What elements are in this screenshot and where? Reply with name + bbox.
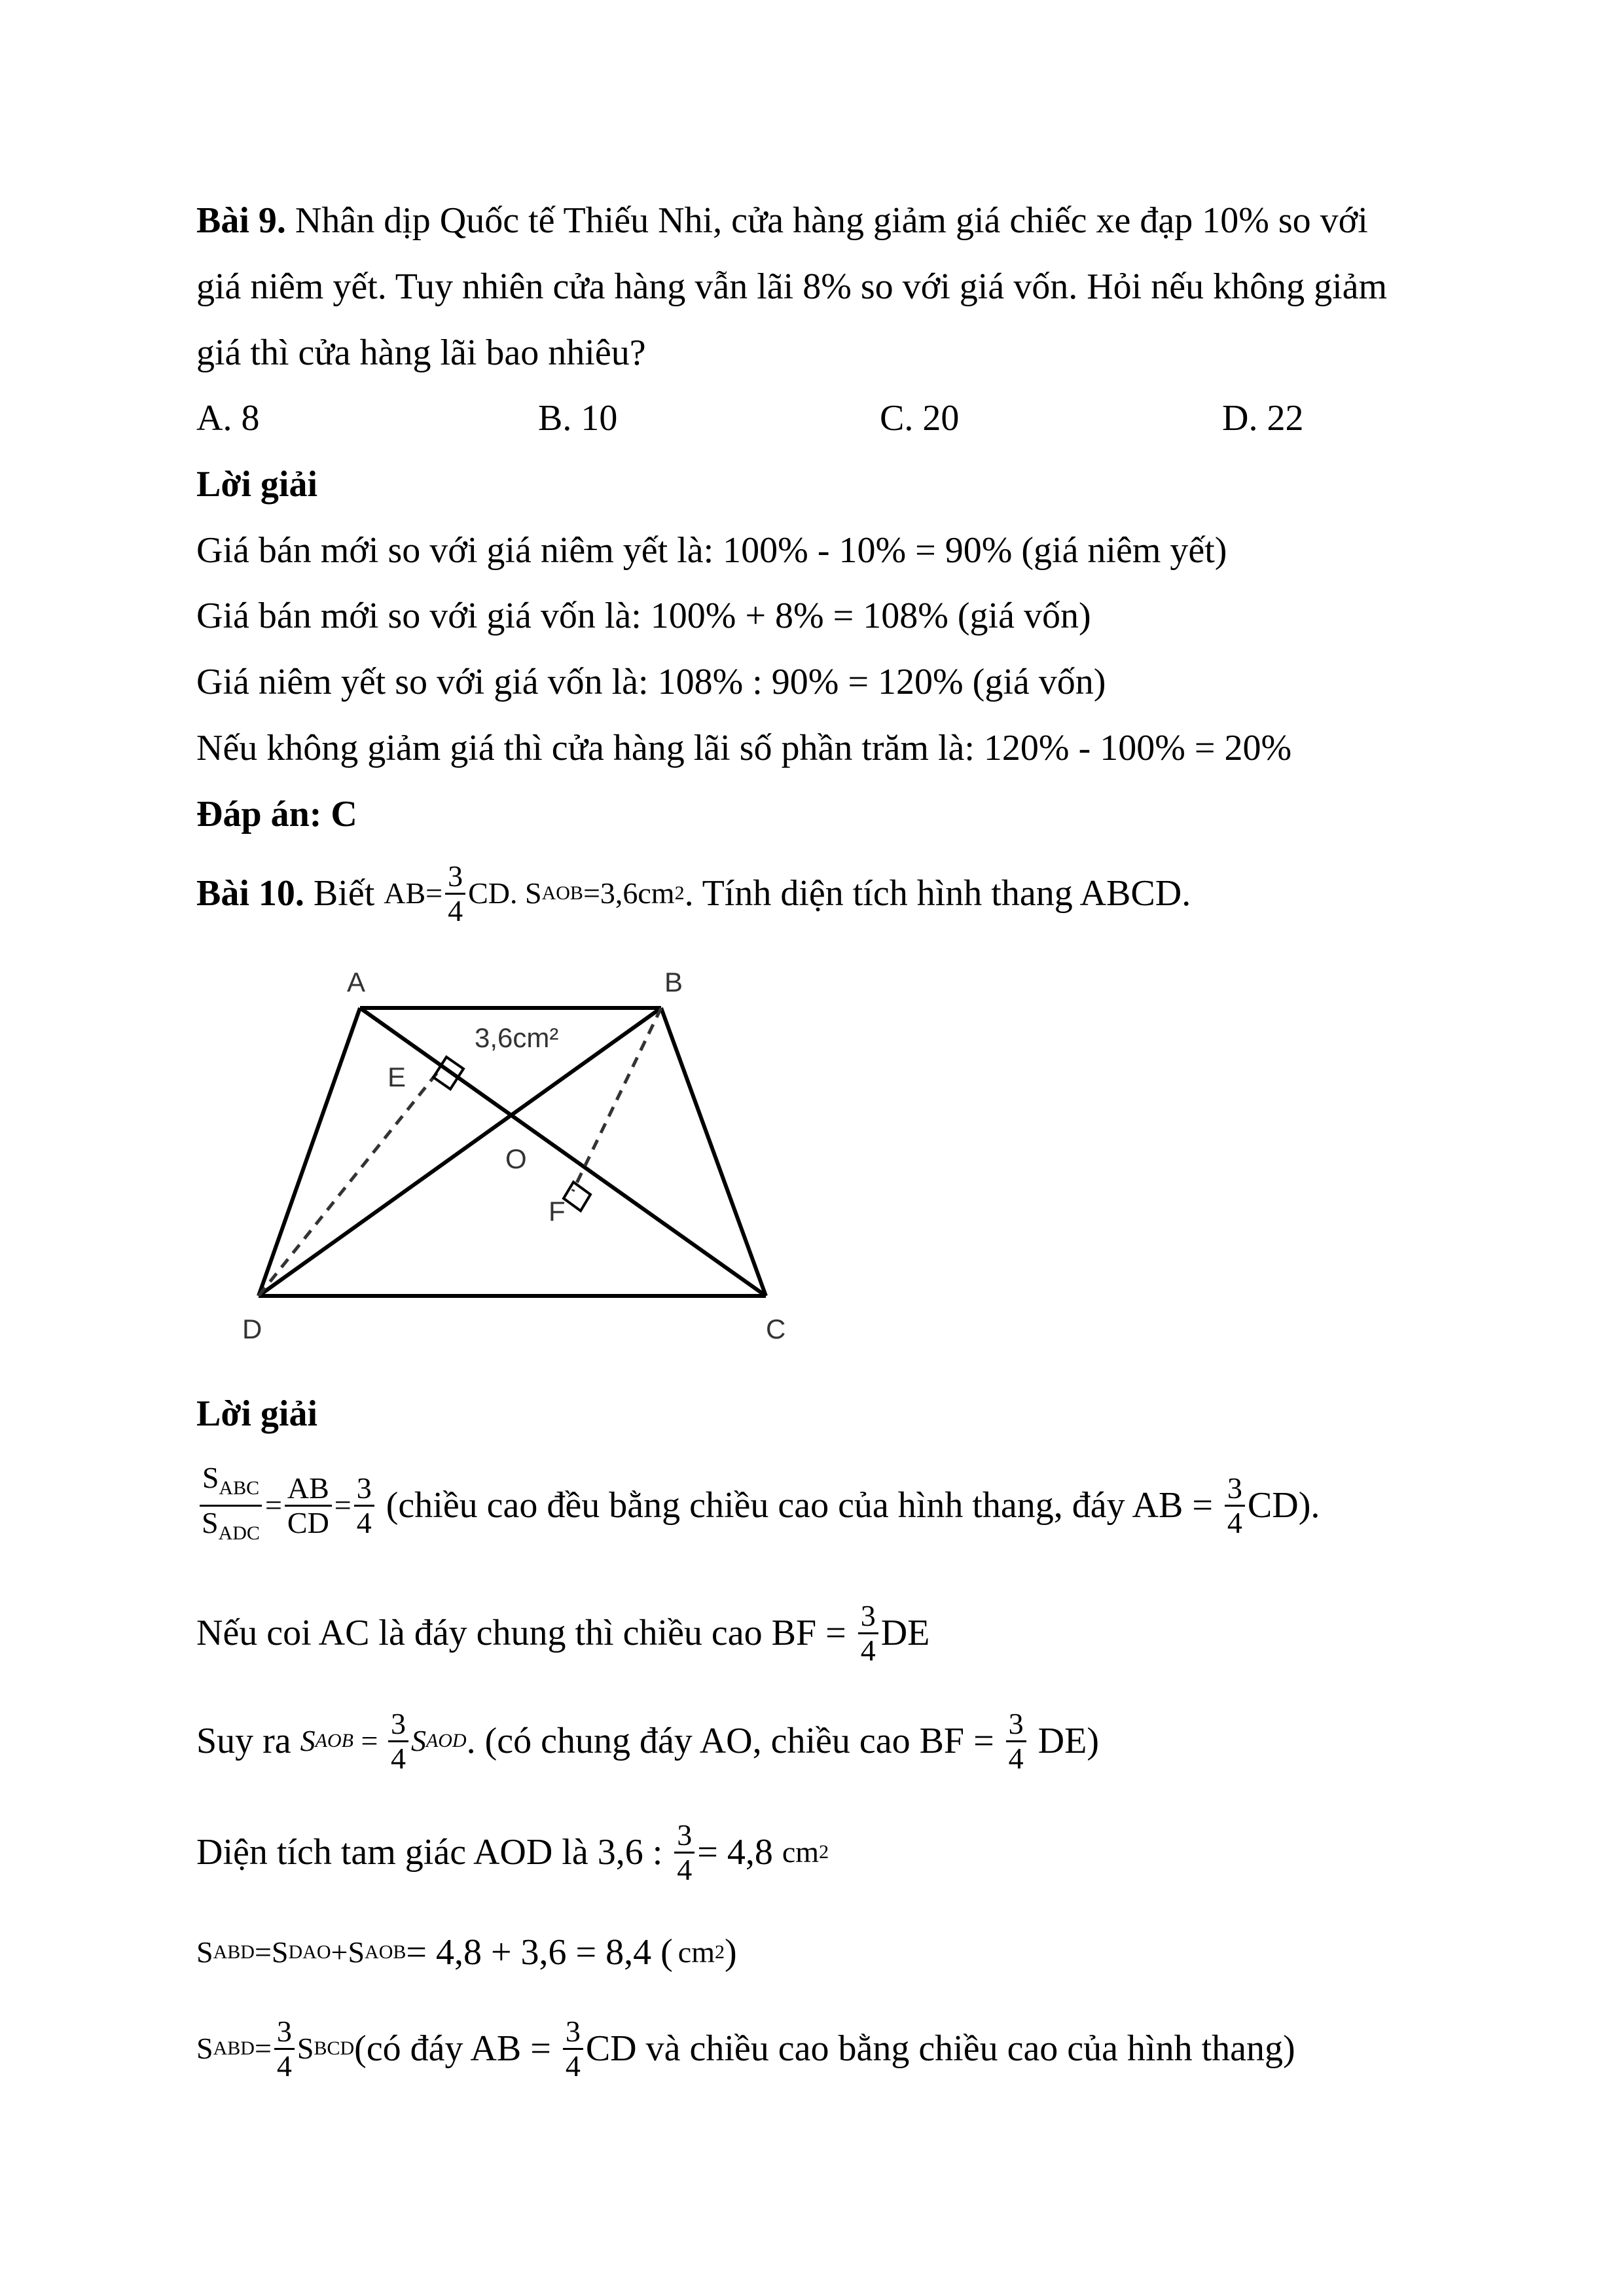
bai10-sub-aob: AOB bbox=[541, 882, 583, 904]
line3-pre: Suy ra bbox=[196, 1721, 300, 1761]
sub-abd: ABD bbox=[213, 2037, 255, 2059]
plus-sign: + bbox=[331, 1935, 348, 1969]
bai10-sol-line4 bbox=[196, 1803, 829, 1901]
label-f: F bbox=[549, 1196, 566, 1227]
line4-pre: Diện tích tam giác AOD là 3,6 : bbox=[196, 1832, 672, 1873]
s-symbol: S bbox=[297, 2032, 314, 2065]
bai10-sol-line2 bbox=[196, 1584, 929, 1682]
fraction-denominator: 4 bbox=[390, 1741, 406, 1775]
fraction-denominator: 4 bbox=[565, 2049, 581, 2083]
s-symbol: S bbox=[202, 1460, 219, 1494]
sub-aod: AOD bbox=[425, 1730, 467, 1751]
option-c: C. 20 bbox=[880, 398, 960, 439]
fraction-denominator: 4 bbox=[1008, 1741, 1024, 1775]
s-symbol: S bbox=[271, 1935, 289, 1969]
fraction-numerator: 3 bbox=[858, 1600, 878, 1634]
label-o: O bbox=[505, 1143, 527, 1174]
label-c: C bbox=[766, 1314, 786, 1344]
sub-aob: AOB bbox=[365, 1941, 406, 1963]
bai10-sup2: 2 bbox=[674, 882, 685, 904]
fraction-ab-cd bbox=[285, 1472, 332, 1539]
bai10-intro-pre: Biết bbox=[304, 873, 384, 914]
label-d: D bbox=[242, 1314, 262, 1344]
line6-mid: (có đáy AB = bbox=[354, 2028, 560, 2069]
s-symbol: S bbox=[410, 1724, 426, 1757]
s-symbol: S bbox=[202, 1505, 219, 1539]
fraction-3-4 bbox=[563, 2015, 583, 2083]
bai10-title: Bài 10. bbox=[196, 873, 304, 914]
bai9-answer: Đáp án: C bbox=[196, 794, 357, 834]
equals-sign: = bbox=[254, 2032, 272, 2065]
fraction-numerator: 3 bbox=[674, 1819, 695, 1854]
fraction-3-4 bbox=[1225, 1472, 1245, 1539]
option-b: B. 10 bbox=[538, 398, 618, 439]
label-b: B bbox=[664, 967, 683, 997]
bai9-solution-heading: Lời giải bbox=[196, 464, 318, 505]
bai10-area-val: =3,6cm bbox=[583, 876, 675, 910]
bai9-line1 bbox=[196, 198, 1368, 243]
equals-sign: = bbox=[254, 1935, 272, 1969]
sub-dao: DAO bbox=[288, 1941, 331, 1963]
fraction-numerator: 3 bbox=[1225, 1472, 1245, 1507]
bai9-title: Bài 9. bbox=[196, 200, 286, 241]
sub-adc: ADC bbox=[218, 1522, 260, 1544]
fraction-numerator: 3 bbox=[388, 1708, 408, 1742]
fraction-denominator: 4 bbox=[276, 2049, 292, 2083]
bai10-solution-heading: Lời giải bbox=[196, 1393, 318, 1434]
sub-bcd: BCD bbox=[314, 2037, 355, 2059]
bai9-text1: Nhân dịp Quốc tế Thiếu Nhi, cửa hàng giảm giá chiếc xe đạp 10% so với bbox=[285, 200, 1368, 241]
line3-end: DE) bbox=[1028, 1721, 1099, 1761]
height-de bbox=[259, 1067, 442, 1296]
bai10-sol-line3 bbox=[196, 1692, 1099, 1790]
fraction-numerator: 3 bbox=[274, 2015, 295, 2050]
bai9-line2: giá niêm yết. Tuy nhiên cửa hàng vẫn lãi 8% so với giá vốn. Hỏi nếu không giảm bbox=[196, 266, 1388, 307]
equals-sign: = bbox=[334, 1488, 352, 1522]
unit-cm: cm bbox=[677, 1935, 715, 1969]
height-bf bbox=[573, 1008, 661, 1191]
fraction-3-4 bbox=[354, 1472, 374, 1539]
bai9-step-1: Giá bán mới so với giá niêm yết là: 100% - 10% = 90% (giá niêm yết) bbox=[196, 530, 1227, 571]
edge-ad bbox=[259, 1008, 360, 1296]
fraction-denominator: CD bbox=[287, 1505, 329, 1539]
edge-bc bbox=[661, 1008, 766, 1296]
diagonal-bd bbox=[259, 1008, 661, 1296]
label-a: A bbox=[347, 967, 366, 997]
bai10-cd: CD bbox=[468, 876, 510, 910]
line5-rest: = 4,8 + 3,6 = 8,4 ( bbox=[406, 1932, 673, 1973]
label-area: 3,6cm² bbox=[475, 1022, 559, 1053]
sup-2: 2 bbox=[714, 1941, 725, 1963]
fraction-sabc-sadc bbox=[199, 1462, 262, 1550]
bai10-s: . S bbox=[510, 876, 542, 910]
fraction-denominator: 4 bbox=[1227, 1505, 1242, 1539]
s-symbol: S bbox=[196, 1935, 213, 1969]
line1-end: CD). bbox=[1247, 1485, 1320, 1526]
right-angle-f bbox=[564, 1182, 590, 1211]
fraction-3-4 bbox=[388, 1708, 408, 1775]
bai10-intro bbox=[196, 854, 1191, 933]
bai9-step-3: Giá niêm yết so với giá vốn là: 108% : 90% = 120% (giá vốn) bbox=[196, 662, 1106, 702]
unit-cm: cm bbox=[782, 1835, 820, 1869]
bai9-step-4: Nếu không giảm giá thì cửa hàng lãi số phần trăm là: 120% - 100% = 20% bbox=[196, 728, 1292, 768]
line1-text: (chiều cao đều bằng chiều cao của hình thang, đáy AB = bbox=[376, 1485, 1222, 1526]
line3-mid: . (có chung đáy AO, chiều cao BF = bbox=[466, 1721, 1003, 1761]
line4-mid: = 4,8 bbox=[697, 1832, 782, 1873]
fraction-numerator: 3 bbox=[445, 860, 465, 895]
line2-end: DE bbox=[880, 1613, 930, 1653]
sub-aob: AOB bbox=[315, 1730, 353, 1751]
option-a: A. 8 bbox=[196, 398, 260, 439]
s-symbol: S bbox=[300, 1724, 316, 1757]
equals-sign: = bbox=[353, 1724, 386, 1757]
fraction-3-4 bbox=[1006, 1708, 1026, 1775]
fraction-denominator: 4 bbox=[356, 1505, 372, 1539]
bai10-ab-eq: AB= bbox=[384, 876, 443, 910]
sub-abd: ABD bbox=[213, 1941, 255, 1963]
line5-close: ) bbox=[724, 1932, 737, 1973]
diagonal-ac bbox=[360, 1008, 766, 1296]
bai10-sol-line5 bbox=[196, 1929, 737, 1975]
line2-text: Nếu coi AC là đáy chung thì chiều cao BF = bbox=[196, 1613, 856, 1653]
line6-end: CD và chiều cao bằng chiều cao của hình thang) bbox=[585, 2028, 1295, 2069]
fraction-denominator: 4 bbox=[677, 1852, 693, 1886]
fraction-3-4 bbox=[445, 860, 465, 927]
bai9-line3: giá thì cửa hàng lãi bao nhiêu? bbox=[196, 332, 646, 373]
bai9-step-2: Giá bán mới so với giá vốn là: 100% + 8% = 108% (giá vốn) bbox=[196, 596, 1091, 636]
trapezoid-figure bbox=[242, 956, 792, 1361]
s-symbol: S bbox=[196, 2032, 213, 2065]
fraction-3-4 bbox=[274, 2015, 295, 2083]
sub-abc: ABC bbox=[219, 1477, 260, 1499]
fraction-3-4 bbox=[858, 1600, 878, 1667]
fraction-denominator: 4 bbox=[860, 1633, 876, 1667]
sup-2: 2 bbox=[819, 1841, 829, 1863]
fraction-numerator: 3 bbox=[563, 2015, 583, 2050]
fraction-numerator: 3 bbox=[354, 1472, 374, 1507]
fraction-numerator: AB bbox=[285, 1472, 332, 1507]
bai10-sol-line1 bbox=[196, 1456, 1320, 1554]
bai10-sol-line6 bbox=[196, 2000, 1295, 2098]
equals-sign: = bbox=[264, 1488, 282, 1522]
label-e: E bbox=[388, 1062, 406, 1092]
fraction-numerator: 3 bbox=[1006, 1708, 1026, 1742]
bai10-intro-post: . Tính diện tích hình thang ABCD. bbox=[684, 873, 1191, 914]
fraction-3-4 bbox=[674, 1819, 695, 1886]
fraction-denominator: 4 bbox=[448, 893, 463, 927]
s-symbol: S bbox=[348, 1935, 365, 1969]
option-d: D. 22 bbox=[1222, 398, 1304, 439]
